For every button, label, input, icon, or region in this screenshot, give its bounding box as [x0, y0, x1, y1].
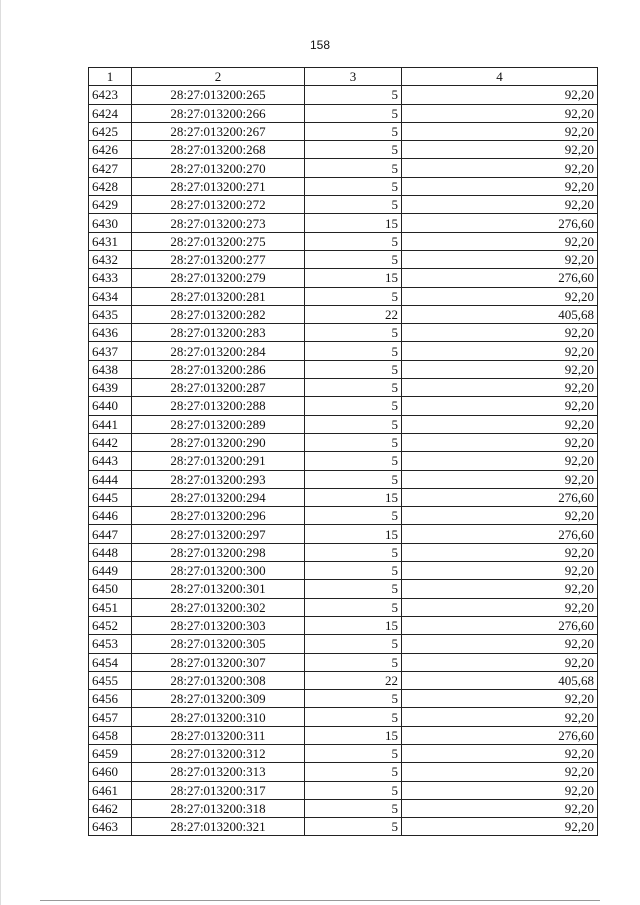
- cadastral-number-cell: 28:27:013200:308: [132, 671, 305, 689]
- table-row: [89, 616, 598, 634]
- table-row: [89, 470, 598, 488]
- amount-cell: 92,20: [402, 580, 598, 598]
- row-number-cell: 6459: [89, 744, 132, 762]
- amount-cell: 92,20: [402, 799, 598, 817]
- amount-cell: 92,20: [402, 653, 598, 671]
- amount-cell: 92,20: [402, 470, 598, 488]
- quantity-cell: 5: [305, 232, 402, 250]
- row-number-cell: 6453: [89, 635, 132, 653]
- quantity-cell: 5: [305, 799, 402, 817]
- row-number-cell: 6428: [89, 177, 132, 195]
- amount-cell: 92,20: [402, 818, 598, 836]
- cadastral-number-cell: 28:27:013200:272: [132, 196, 305, 214]
- quantity-cell: 5: [305, 360, 402, 378]
- quantity-cell: 5: [305, 470, 402, 488]
- quantity-cell: 5: [305, 86, 402, 104]
- cadastral-number-cell: 28:27:013200:265: [132, 86, 305, 104]
- quantity-cell: 5: [305, 397, 402, 415]
- row-number-cell: 6445: [89, 488, 132, 506]
- table-row: [89, 488, 598, 506]
- quantity-cell: 5: [305, 653, 402, 671]
- table-row: [89, 744, 598, 762]
- row-number-cell: 6443: [89, 452, 132, 470]
- row-number-cell: 6434: [89, 287, 132, 305]
- quantity-cell: 5: [305, 635, 402, 653]
- cadastral-number-cell: 28:27:013200:317: [132, 781, 305, 799]
- amount-cell: 276,60: [402, 488, 598, 506]
- row-number-cell: 6456: [89, 690, 132, 708]
- cadastral-number-cell: 28:27:013200:270: [132, 159, 305, 177]
- quantity-cell: 5: [305, 141, 402, 159]
- row-number-cell: 6448: [89, 543, 132, 561]
- amount-cell: 92,20: [402, 342, 598, 360]
- cadastral-number-cell: 28:27:013200:296: [132, 507, 305, 525]
- table-row: [89, 818, 598, 836]
- amount-cell: 276,60: [402, 616, 598, 634]
- table-row: [89, 671, 598, 689]
- cadastral-number-cell: 28:27:013200:300: [132, 562, 305, 580]
- amount-cell: 92,20: [402, 452, 598, 470]
- table-row: [89, 726, 598, 744]
- cadastral-number-cell: 28:27:013200:284: [132, 342, 305, 360]
- table-row: [89, 653, 598, 671]
- cadastral-number-cell: 28:27:013200:279: [132, 269, 305, 287]
- amount-cell: 92,20: [402, 708, 598, 726]
- quantity-cell: 5: [305, 159, 402, 177]
- amount-cell: 92,20: [402, 433, 598, 451]
- table-row: [89, 86, 598, 104]
- row-number-cell: 6454: [89, 653, 132, 671]
- cadastral-number-cell: 28:27:013200:301: [132, 580, 305, 598]
- table-row: [89, 799, 598, 817]
- row-number-cell: 6438: [89, 360, 132, 378]
- table-row: [89, 763, 598, 781]
- cadastral-number-cell: 28:27:013200:283: [132, 324, 305, 342]
- cadastral-number-cell: 28:27:013200:312: [132, 744, 305, 762]
- amount-cell: 92,20: [402, 104, 598, 122]
- cadastral-number-cell: 28:27:013200:321: [132, 818, 305, 836]
- row-number-cell: 6462: [89, 799, 132, 817]
- amount-cell: 92,20: [402, 598, 598, 616]
- cadastral-number-cell: 28:27:013200:309: [132, 690, 305, 708]
- quantity-cell: 15: [305, 616, 402, 634]
- cadastral-number-cell: 28:27:013200:294: [132, 488, 305, 506]
- row-number-cell: 6458: [89, 726, 132, 744]
- amount-cell: 92,20: [402, 250, 598, 268]
- cadastral-number-cell: 28:27:013200:282: [132, 305, 305, 323]
- quantity-cell: 22: [305, 305, 402, 323]
- quantity-cell: 5: [305, 452, 402, 470]
- quantity-cell: 5: [305, 598, 402, 616]
- amount-cell: 92,20: [402, 86, 598, 104]
- amount-cell: 92,20: [402, 763, 598, 781]
- table-row: [89, 397, 598, 415]
- table-row: [89, 269, 598, 287]
- row-number-cell: 6440: [89, 397, 132, 415]
- row-number-cell: 6439: [89, 379, 132, 397]
- cadastral-number-cell: 28:27:013200:318: [132, 799, 305, 817]
- table-row: [89, 690, 598, 708]
- row-number-cell: 6452: [89, 616, 132, 634]
- amount-cell: 276,60: [402, 214, 598, 232]
- amount-cell: 92,20: [402, 781, 598, 799]
- amount-cell: 92,20: [402, 397, 598, 415]
- amount-cell: 92,20: [402, 744, 598, 762]
- quantity-cell: 5: [305, 818, 402, 836]
- table-row: [89, 342, 598, 360]
- table-row: [89, 324, 598, 342]
- quantity-cell: 5: [305, 196, 402, 214]
- quantity-cell: 5: [305, 543, 402, 561]
- row-number-cell: 6430: [89, 214, 132, 232]
- amount-cell: 92,20: [402, 562, 598, 580]
- table-row: [89, 141, 598, 159]
- cadastral-number-cell: 28:27:013200:266: [132, 104, 305, 122]
- amount-cell: 92,20: [402, 379, 598, 397]
- page-number: 158: [309, 38, 331, 52]
- table-row: [89, 562, 598, 580]
- bottom-rule: [40, 900, 600, 901]
- quantity-cell: 22: [305, 671, 402, 689]
- row-number-cell: 6450: [89, 580, 132, 598]
- cadastral-number-cell: 28:27:013200:293: [132, 470, 305, 488]
- row-number-cell: 6425: [89, 122, 132, 140]
- row-number-cell: 6429: [89, 196, 132, 214]
- row-number-cell: 6463: [89, 818, 132, 836]
- cadastral-number-cell: 28:27:013200:313: [132, 763, 305, 781]
- table-row: [89, 580, 598, 598]
- amount-cell: 276,60: [402, 269, 598, 287]
- row-number-cell: 6444: [89, 470, 132, 488]
- table-row: [89, 708, 598, 726]
- quantity-cell: 5: [305, 324, 402, 342]
- table-header-row: [89, 68, 598, 86]
- table-row: [89, 177, 598, 195]
- table-row: [89, 214, 598, 232]
- table-row: [89, 507, 598, 525]
- amount-cell: 92,20: [402, 690, 598, 708]
- page-margin-line: [0, 0, 1, 905]
- quantity-cell: 5: [305, 287, 402, 305]
- cadastral-number-cell: 28:27:013200:289: [132, 415, 305, 433]
- row-number-cell: 6446: [89, 507, 132, 525]
- row-number-cell: 6442: [89, 433, 132, 451]
- quantity-cell: 5: [305, 104, 402, 122]
- quantity-cell: 15: [305, 488, 402, 506]
- cadastral-number-cell: 28:27:013200:268: [132, 141, 305, 159]
- cadastral-number-cell: 28:27:013200:267: [132, 122, 305, 140]
- table-row: [89, 287, 598, 305]
- row-number-cell: 6427: [89, 159, 132, 177]
- row-number-cell: 6433: [89, 269, 132, 287]
- cadastral-number-cell: 28:27:013200:277: [132, 250, 305, 268]
- table-row: [89, 415, 598, 433]
- row-number-cell: 6457: [89, 708, 132, 726]
- amount-cell: 92,20: [402, 287, 598, 305]
- quantity-cell: 5: [305, 708, 402, 726]
- cadastral-number-cell: 28:27:013200:281: [132, 287, 305, 305]
- cadastral-number-cell: 28:27:013200:302: [132, 598, 305, 616]
- row-number-cell: 6436: [89, 324, 132, 342]
- table-row: [89, 232, 598, 250]
- cadastral-number-cell: 28:27:013200:290: [132, 433, 305, 451]
- cadastral-number-cell: 28:27:013200:291: [132, 452, 305, 470]
- row-number-cell: 6432: [89, 250, 132, 268]
- table-row: [89, 635, 598, 653]
- table-row: [89, 379, 598, 397]
- quantity-cell: 5: [305, 433, 402, 451]
- row-number-cell: 6460: [89, 763, 132, 781]
- quantity-cell: 5: [305, 342, 402, 360]
- amount-cell: 92,20: [402, 360, 598, 378]
- amount-cell: 92,20: [402, 232, 598, 250]
- cadastral-number-cell: 28:27:013200:275: [132, 232, 305, 250]
- amount-cell: 92,20: [402, 122, 598, 140]
- quantity-cell: 5: [305, 763, 402, 781]
- quantity-cell: 15: [305, 726, 402, 744]
- quantity-cell: 5: [305, 507, 402, 525]
- quantity-cell: 5: [305, 122, 402, 140]
- amount-cell: 92,20: [402, 543, 598, 561]
- amount-cell: 92,20: [402, 415, 598, 433]
- table-row: [89, 452, 598, 470]
- row-number-cell: 6447: [89, 525, 132, 543]
- quantity-cell: 5: [305, 379, 402, 397]
- amount-cell: 405,68: [402, 305, 598, 323]
- cadastral-number-cell: 28:27:013200:303: [132, 616, 305, 634]
- table-row: [89, 598, 598, 616]
- quantity-cell: 15: [305, 525, 402, 543]
- cadastral-number-cell: 28:27:013200:298: [132, 543, 305, 561]
- cadastral-number-cell: 28:27:013200:310: [132, 708, 305, 726]
- row-number-cell: 6423: [89, 86, 132, 104]
- quantity-cell: 5: [305, 177, 402, 195]
- amount-cell: 92,20: [402, 507, 598, 525]
- cadastral-number-cell: 28:27:013200:286: [132, 360, 305, 378]
- row-number-cell: 6461: [89, 781, 132, 799]
- table-row: [89, 433, 598, 451]
- table-row: [89, 104, 598, 122]
- cadastral-number-cell: 28:27:013200:271: [132, 177, 305, 195]
- cadastral-number-cell: 28:27:013200:273: [132, 214, 305, 232]
- quantity-cell: 15: [305, 214, 402, 232]
- quantity-cell: 15: [305, 269, 402, 287]
- amount-cell: 92,20: [402, 635, 598, 653]
- row-number-cell: 6426: [89, 141, 132, 159]
- table-body: [89, 86, 598, 836]
- column-header-2: 2: [132, 68, 305, 86]
- column-header-1: 1: [89, 68, 132, 86]
- data-table: [88, 67, 598, 836]
- cadastral-number-cell: 28:27:013200:305: [132, 635, 305, 653]
- table-row: [89, 360, 598, 378]
- row-number-cell: 6424: [89, 104, 132, 122]
- table-row: [89, 525, 598, 543]
- row-number-cell: 6437: [89, 342, 132, 360]
- table-row: [89, 305, 598, 323]
- row-number-cell: 6441: [89, 415, 132, 433]
- quantity-cell: 5: [305, 580, 402, 598]
- column-header-3: 3: [305, 68, 402, 86]
- row-number-cell: 6431: [89, 232, 132, 250]
- quantity-cell: 5: [305, 690, 402, 708]
- row-number-cell: 6435: [89, 305, 132, 323]
- quantity-cell: 5: [305, 781, 402, 799]
- amount-cell: 92,20: [402, 196, 598, 214]
- quantity-cell: 5: [305, 415, 402, 433]
- column-header-4: 4: [402, 68, 598, 86]
- cadastral-number-cell: 28:27:013200:297: [132, 525, 305, 543]
- table-row: [89, 543, 598, 561]
- row-number-cell: 6449: [89, 562, 132, 580]
- quantity-cell: 5: [305, 562, 402, 580]
- table-row: [89, 250, 598, 268]
- table-row: [89, 159, 598, 177]
- amount-cell: 92,20: [402, 141, 598, 159]
- cadastral-number-cell: 28:27:013200:287: [132, 379, 305, 397]
- row-number-cell: 6455: [89, 671, 132, 689]
- cadastral-number-cell: 28:27:013200:307: [132, 653, 305, 671]
- quantity-cell: 5: [305, 744, 402, 762]
- table-row: [89, 196, 598, 214]
- cadastral-number-cell: 28:27:013200:288: [132, 397, 305, 415]
- quantity-cell: 5: [305, 250, 402, 268]
- cadastral-number-cell: 28:27:013200:311: [132, 726, 305, 744]
- amount-cell: 276,60: [402, 525, 598, 543]
- amount-cell: 92,20: [402, 324, 598, 342]
- table-row: [89, 781, 598, 799]
- amount-cell: 92,20: [402, 177, 598, 195]
- table-row: [89, 122, 598, 140]
- amount-cell: 92,20: [402, 159, 598, 177]
- amount-cell: 405,68: [402, 671, 598, 689]
- row-number-cell: 6451: [89, 598, 132, 616]
- amount-cell: 276,60: [402, 726, 598, 744]
